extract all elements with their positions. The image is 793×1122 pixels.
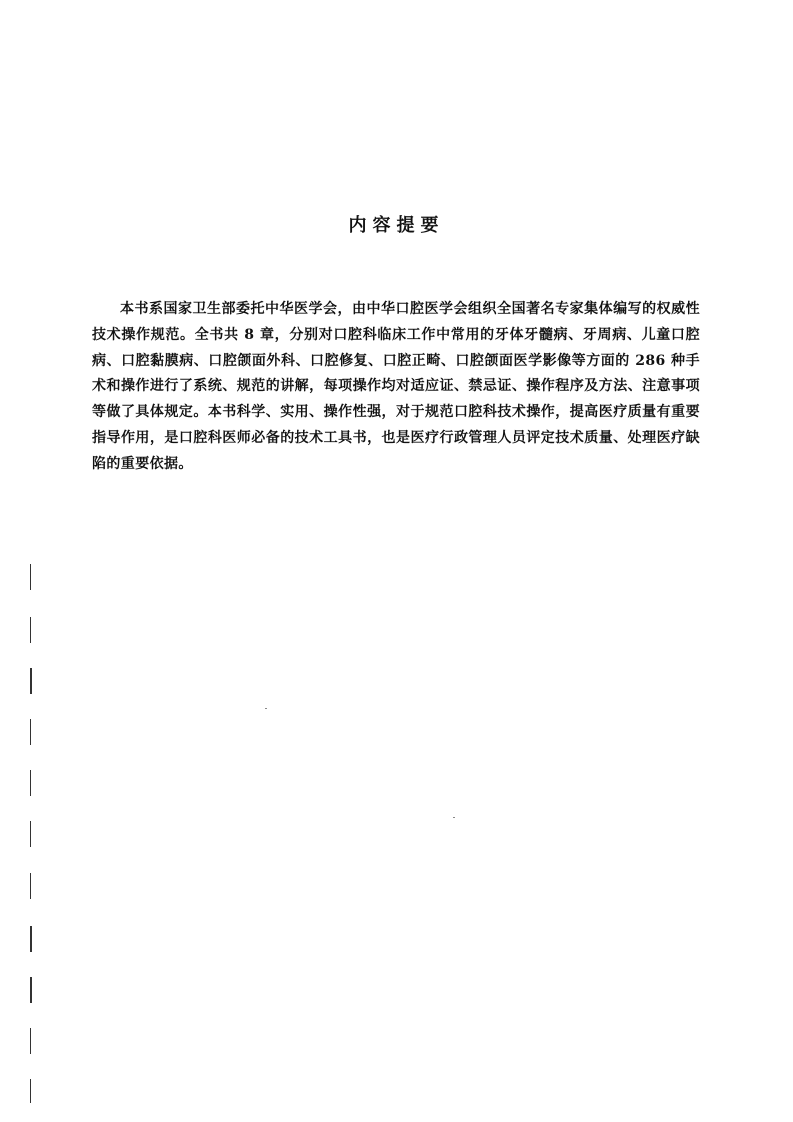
scan-mark <box>30 926 32 952</box>
scan-mark <box>30 1028 31 1054</box>
scan-mark <box>30 668 32 694</box>
scan-mark <box>30 719 31 745</box>
scan-mark <box>30 1079 31 1103</box>
scan-speck <box>453 817 455 818</box>
scan-mark <box>30 977 32 1003</box>
summary-paragraph: 本书系国家卫生部委托中华医学会，由中华口腔医学会组织全国著名专家集体编写的权威性技术操作规范。全书共 8 章，分别对口腔科临床工作中常用的牙体牙髓病、牙周病、儿童口腔病、口腔黏膜病、口腔颌面外科、口腔修复、口腔正畸、口腔颌面医学影像等方面的 286 种手术和操作进行了系统、规范的讲解，每项操作均对适应证、禁忌证、操作程序及方法、注意事项等做了具体规定。本书科学、实用、操作性强，对于规范口腔科技术操作，提高医疗质量有重要指导作用，是口腔科医师必备的技术工具书，也是医疗行政管理人员评定技术质量、处理医疗缺陷的重要依据。 <box>92 301 700 472</box>
scan-mark <box>30 873 31 899</box>
scan-mark <box>30 770 31 796</box>
scan-mark <box>30 564 31 590</box>
summary-body <box>92 297 700 478</box>
scan-mark <box>30 821 31 847</box>
page-title: 内容提要 <box>348 215 445 236</box>
scan-margin-marks <box>0 0 60 1122</box>
scan-speck <box>265 708 267 709</box>
scan-mark <box>30 617 31 643</box>
